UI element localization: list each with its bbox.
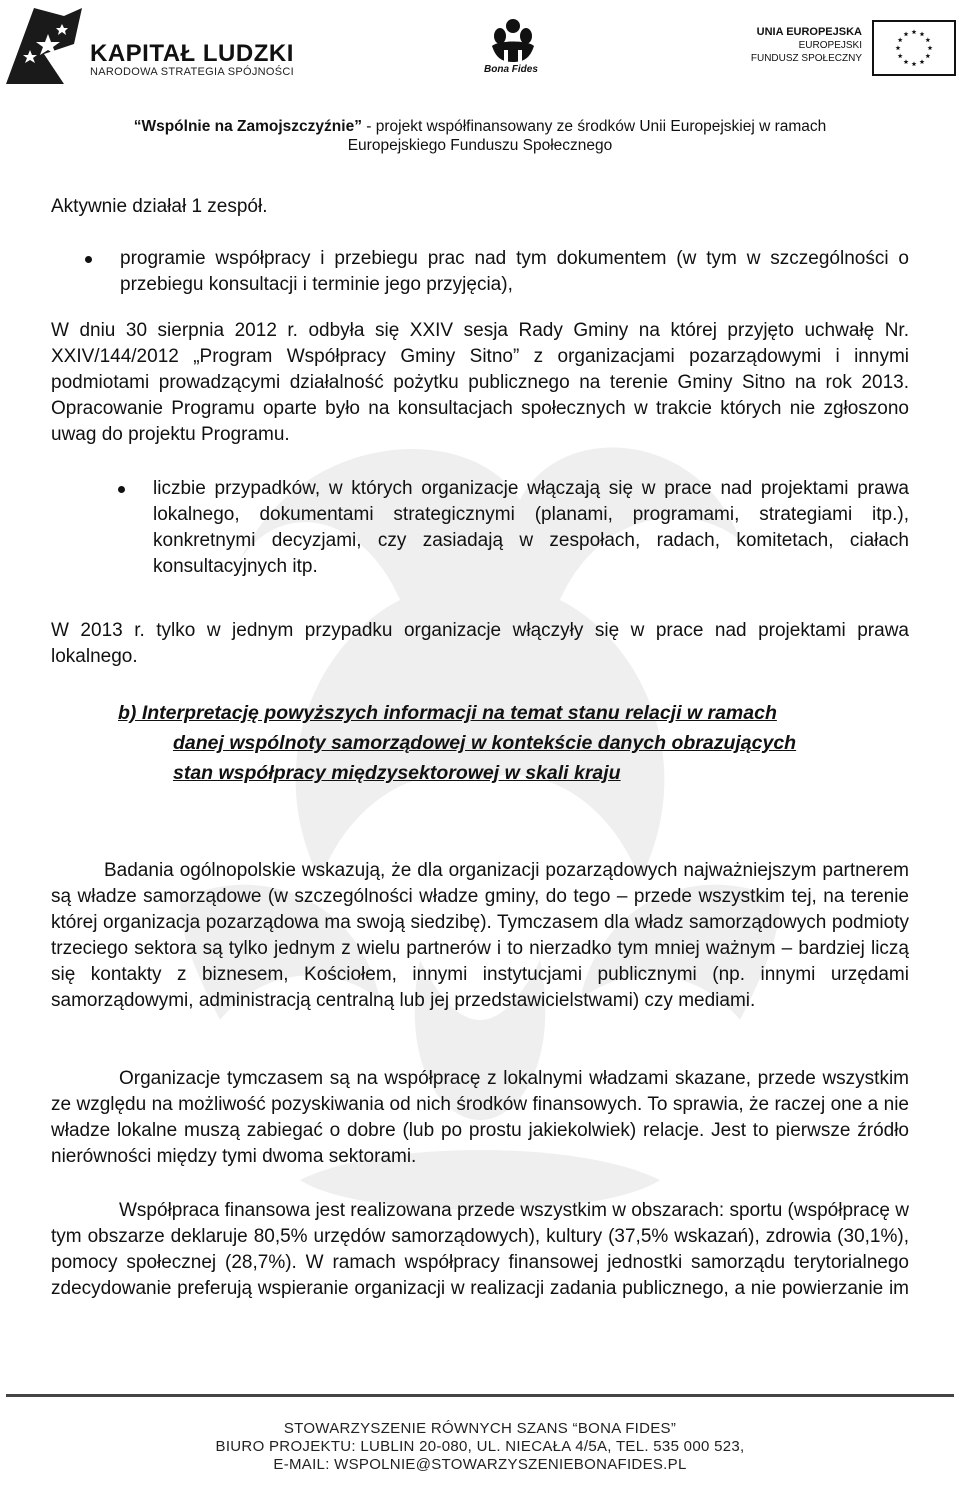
paragraph-session: [51, 318, 909, 448]
heading-line: danej wspólnoty samorządowej w kontekście danych obrazujących: [173, 732, 797, 754]
eu-fund-label: [700, 26, 862, 65]
footer-address: BIURO PROJEKTU: LUBLIN 20-080, UL. NIECAŁA 4/5A, TEL. 535 000 523,: [215, 1438, 745, 1455]
bullet-item-cases: [153, 476, 909, 580]
eu-fund-line1: EUROPEJSKI: [798, 40, 862, 51]
section-heading-b: [118, 698, 918, 788]
heading-line: b) Interpretację powyższych informacji na temat stanu relacji w ramach: [118, 702, 777, 724]
paragraph-text: Aktywnie działał 1 zespół.: [51, 196, 268, 217]
project-description: - projekt współfinansowany ze środków Unii Europejskiej w ramach: [361, 118, 827, 135]
paragraph-cooperation: [51, 1198, 909, 1302]
bullet-text: programie współpracy i przebiegu prac nad tym dokumentem (w tym w szczególności o przebiegu konsultacji i terminie jego przyjęcia),: [120, 248, 909, 295]
bullet-icon: [85, 256, 92, 263]
paragraph-research: [51, 858, 909, 1014]
eu-union-label: UNIA EUROPEJSKA: [756, 26, 862, 38]
kapital-ludzki-logo: [4, 4, 304, 90]
project-info-line2: Europejskiego Funduszu Społecznego: [347, 137, 613, 154]
bullet-text: liczbie przypadków, w których organizacje włączają się w prace nad projektami prawa lokalnego, dokumentami strategicznymi (planami, programami, strategiami itp.), konkretnymi decyzjami, czy zasiadają w zespołach, radach, komitetach, ciałach konsultacyjnych itp.: [153, 478, 909, 577]
paragraph-team: [51, 194, 909, 220]
kapital-ludzki-emblem-icon: [4, 4, 84, 90]
heading-line: stan współpracy międzysektorowej w skali kraju: [173, 762, 621, 784]
footer: [0, 1420, 960, 1474]
paragraph-text: Badania ogólnopolskie wskazują, że dla organizacji pozarządowych najważniejszym partnerem są władze samorządowe (w szczególności władze gminy, do tego – przede wszystkim tej, na terenie której organizacja pozarządowa ma swoją siedzibę). Tymczasem dla władz samorządowych podmioty trzeciego sektora są tylko jednym z wielu partnerów i to nierzadko tym mniej ważnym – bardziej liczą się kontakty z biznesem, Kościołem, innymi instytucjami publicznymi (np. innymi urzędami samorządowymi, administracją centralną lub jej przedstawicielstwami) czy mediami.: [51, 860, 909, 1011]
footer-divider: [6, 1394, 954, 1397]
paragraph-text: W dniu 30 sierpnia 2012 r. odbyła się XXIV sesja Rady Gminy na której przyjęto uchwałę Nr. XXIV/144/2012 „Program Współpracy Gminy Sitno” z organizacjami pozarządowymi i innymi podmiotami prowadzącymi działalność pożytku publicznego na terenie Gminy Sitno na rok 2013. Opracowanie Programu oparte było na konsultacjach społecznych w trakcie których nie zgłoszono uwag do projektu Programu.: [51, 320, 909, 445]
bona-fides-label: Bona Fides: [484, 64, 538, 75]
paragraph-organizations: [51, 1066, 909, 1170]
paragraph-2013: [51, 618, 909, 670]
kapital-ludzki-subtitle: NARODOWA STRATEGIA SPÓJNOŚCI: [90, 66, 294, 78]
project-info-line1: [0, 117, 960, 136]
project-info: [0, 117, 960, 155]
paragraph-text: Współpraca finansowa jest realizowana przede wszystkim w obszarach: sportu (współpracę w tym obszarze deklaruje 80,5% urzędów samorządowych), kultury (37,5% wskazań), zdrowia (30,1%), pomocy społecznej (28,7%). W ramach współpracy finansowej jednostki samorządu terytorialnego zdecydowanie preferują wspieranie organizacji w realizacji zadania publicznego, a nie powierzanie im: [51, 1200, 909, 1299]
paragraph-text: Organizacje tymczasem są na współpracę z lokalnymi władzami skazane, przede wszystkim ze względu na możliwość pozyskiwania od nich środków finansowych. To sprawia, że raczej one a nie władze lokalne muszą zabiegać o dobre (lub po prostu jakiekolwiek) relacje. Jest to pierwsze źródło nierówności między tymi dwoma sektorami.: [51, 1068, 909, 1167]
kapital-ludzki-title: KAPITAŁ LUDZKI: [90, 40, 294, 67]
bullet-icon: [118, 486, 125, 493]
bullet-item-program: [120, 246, 909, 298]
paragraph-text: W 2013 r. tylko w jednym przypadku organizacje włączyły się w prace nad projektami prawa lokalnego.: [51, 620, 909, 667]
footer-email: E-MAIL: WSPOLNIE@STOWARZYSZENIEBONAFIDES.PL: [273, 1456, 687, 1473]
footer-organization: STOWARZYSZENIE RÓWNYCH SZANS “BONA FIDES”: [283, 1420, 677, 1437]
eu-fund-line2: FUNDUSZ SPOŁECZNY: [750, 53, 862, 64]
eu-flag-icon: [872, 20, 956, 76]
project-name: “Wspólnie na Zamojszczyźnie”: [133, 118, 362, 135]
